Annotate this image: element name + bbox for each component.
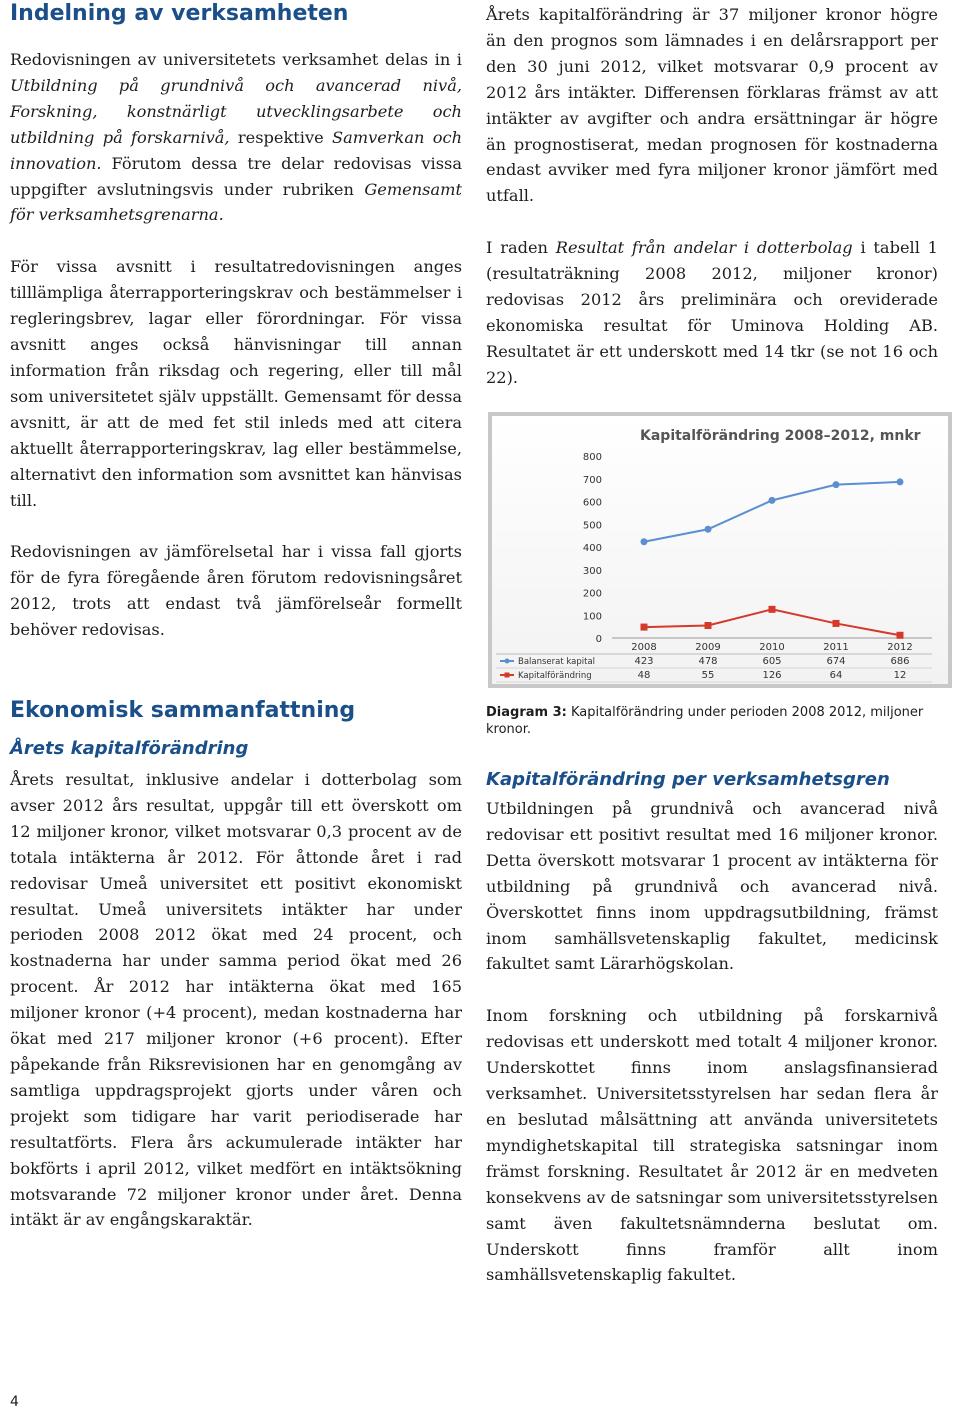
y-tick-label: 600: [582, 497, 602, 509]
x-tick-label: 2011: [823, 642, 849, 653]
section-heading-indelning: Indelning av verksamheten: [10, 1, 349, 26]
comparison-paragraph: Redovisningen av jämförelsetal har i vissa fall gjorts för de fyra föregående åren förutom redovisningsåret 2012, trots att endast två jämförelseår formellt behöver redovisas.: [10, 542, 462, 640]
intro-run: Utbildning på grundnivå och avancerad nivå, Forskning, konstnärligt utvecklingsarbete och utbildning på forskarnivå,: [10, 75, 462, 147]
x-tick-label: 2009: [695, 642, 721, 653]
y-tick-label: 500: [582, 520, 602, 532]
education-paragraph: Utbildningen på grundnivå och avancerad nivå redovisar ett positivt resultat med 16 miljoner kronor. Detta överskott motsvarar 1 procent av intäkterna för utbildning på grundnivå och avancerad nivå. Överskottet finns inom uppdragsutbildning, främst inom samhällsvetenskaplig fakultet, medicinsk fakultet samt Lärarhögskolan.: [486, 799, 938, 974]
table-value: 126: [762, 670, 782, 681]
caption-label: Diagram 3:: [486, 705, 567, 720]
page-number: 4: [10, 1394, 19, 1410]
data-point: [641, 538, 648, 545]
forecast-paragraph: Årets kapitalförändring är 37 miljoner kronor högre än den prognos som lämnades i en delårsrapport per den 30 juni 2012, vilket motsvarar 0,9 procent av 2012 års intäkter. Differensen förklaras främst av att intäkter av avgifter och andra ersättningar är högre än prognostiserat, medan prognosen för kostnaderna endast avviker med fyra miljoner kronor jämfört med utfall.: [486, 5, 938, 206]
series-line-2: [644, 609, 900, 635]
x-tick-label: 2008: [631, 642, 657, 653]
intro-run: Förutom dessa tre delar redovisas vissa uppgifter avslutningsvis under rubriken: [10, 153, 462, 199]
y-tick-label: 400: [582, 543, 602, 554]
right-column: [486, 0, 938, 391]
subheading-arets-kapitalforandring: Årets kapitalförändring: [10, 738, 249, 760]
table-value: 686: [890, 656, 910, 667]
legend-label: Kapitalförändring: [518, 671, 592, 681]
table-value: 423: [634, 656, 654, 667]
y-tick-label: 0: [595, 634, 602, 645]
y-tick-label: 200: [582, 588, 602, 600]
table-value: 12: [893, 670, 907, 681]
data-point: [833, 620, 840, 627]
data-point: [705, 622, 712, 629]
table-value: 478: [698, 656, 718, 667]
table-value: 674: [826, 656, 846, 667]
legend-marker: [505, 659, 510, 664]
intro-run: Samverkan och innovation.: [10, 127, 462, 173]
legend-label: Balanserat kapital: [518, 657, 596, 667]
y-tick-label: 100: [582, 611, 602, 623]
data-point: [897, 478, 904, 485]
left-column: [10, 0, 462, 1233]
caption-text: Kapitalförändring under perioden 2008 2012, miljoner kronor.: [486, 705, 924, 737]
subsidiary-run: Resultat från andelar i dotterbolag: [555, 238, 853, 258]
x-tick-label: 2010: [759, 642, 785, 653]
subsidiary-run: i tabell 1 (resultaträkning 2008 2012, miljoner kronor) redovisas 2012 års preliminära och oreviderade ekonomiska resultat för Uminova Holding AB. Resultatet är ett underskott med 14 tkr (se not 16 och 22).: [486, 238, 938, 387]
reporting-paragraph: För vissa avsnitt i resultatredovisningen anges tilllämpliga återrapporteringskrav och bestämmelser i regleringsbrev, lagar eller förordningar. För vissa avsnitt anges också hänvisningar till annan information från riksdag och regering, eller till mål som universitetet själv uppställt. Gemensamt för dessa avsnitt, är att de med fet stil inleds med att citera aktuellt återrapporteringskrav, lag eller bestämmelse, alternativt den information som avsnittet kan hänvisas till.: [10, 257, 462, 510]
data-point: [833, 481, 840, 488]
data-point: [641, 624, 648, 631]
table-value: 605: [762, 656, 782, 667]
y-tick-label: 300: [582, 565, 602, 577]
chart-frame: [488, 412, 952, 688]
x-tick-label: 2012: [887, 642, 913, 653]
y-tick-label: 800: [582, 452, 602, 463]
result-paragraph: Årets resultat, inklusive andelar i dotterbolag som avser 2012 års resultat, uppgår till ett överskott om 12 miljoner kronor, vilket motsvarar 0,3 procent av de totala intäkterna år 2012. För åttonde året i rad redovisar Umeå universitet ett positivt ekonomiskt resultat. Umeå universitets intäkter har under perioden 2008 2012 ökat med 24 procent, och kostnaderna har under samma period ökat med 26 procent. År 2012 har intäkterna ökat med 165 miljoner kronor (+4 procent), medan kostnaderna har ökat med 217 miljoner kronor (+6 procent). Efter påpekande från Riksrevisionen har en genomgång av samtliga uppdragsprojekt gjorts under våren och projekt som tidigare har varit periodiserade har resultatförts. Flera års ackumulerade intäkter har bokförts i april 2012, vilket medfört en intäktsökning motsvarande 72 miljoner kronor under året. Denna intäkt är av engångskaraktär.: [10, 770, 462, 1230]
table-value: 64: [829, 670, 843, 681]
capital-change-chart: [492, 416, 948, 684]
y-tick-label: 700: [582, 474, 602, 486]
intro-paragraph: [10, 47, 462, 228]
data-point: [897, 632, 904, 639]
legend-marker: [505, 673, 510, 678]
table-value: 48: [637, 670, 651, 681]
data-point: [769, 606, 776, 613]
chart-title: Kapitalförändring 2008–2012, mnkr: [640, 428, 921, 444]
subheading-per-verksamhetsgren: Kapitalförändring per verksamhetsgren: [486, 769, 890, 790]
chart-caption: [486, 704, 938, 738]
intro-run: Redovisningen av universitetets verksamhet delas in i: [10, 50, 462, 69]
research-paragraph: Inom forskning och utbildning på forskarnivå redovisas ett underskott med totalt 4 miljoner kronor. Underskottet finns inom anslagsfinansierad verksamhet. Universitetsstyrelsen har sedan flera år en beslutad målsättning att använda universitetets myndighetskapital till strategiska satsningar inom främst forskning. Resultatet år 2012 är en medveten konsekvens av de satsningar som universitetsstyrelsen samt även fakultetsnämnderna beslutat om. Underskott finns framför allt inom samhällsvetenskaplig fakultet.: [486, 1006, 938, 1285]
intro-run: Gemensamt för verksamhetsgrenarna.: [10, 179, 462, 225]
data-point: [769, 497, 776, 504]
subsidiary-run: I raden: [486, 238, 556, 258]
table-value: 55: [701, 670, 715, 681]
intro-run: respektive: [229, 127, 332, 147]
section-heading-ekonomisk: Ekonomisk sammanfattning: [10, 698, 356, 724]
right-lower: [486, 704, 938, 1288]
series-line-1: [644, 482, 900, 542]
subsidiary-paragraph: [486, 235, 938, 390]
data-point: [705, 526, 712, 533]
